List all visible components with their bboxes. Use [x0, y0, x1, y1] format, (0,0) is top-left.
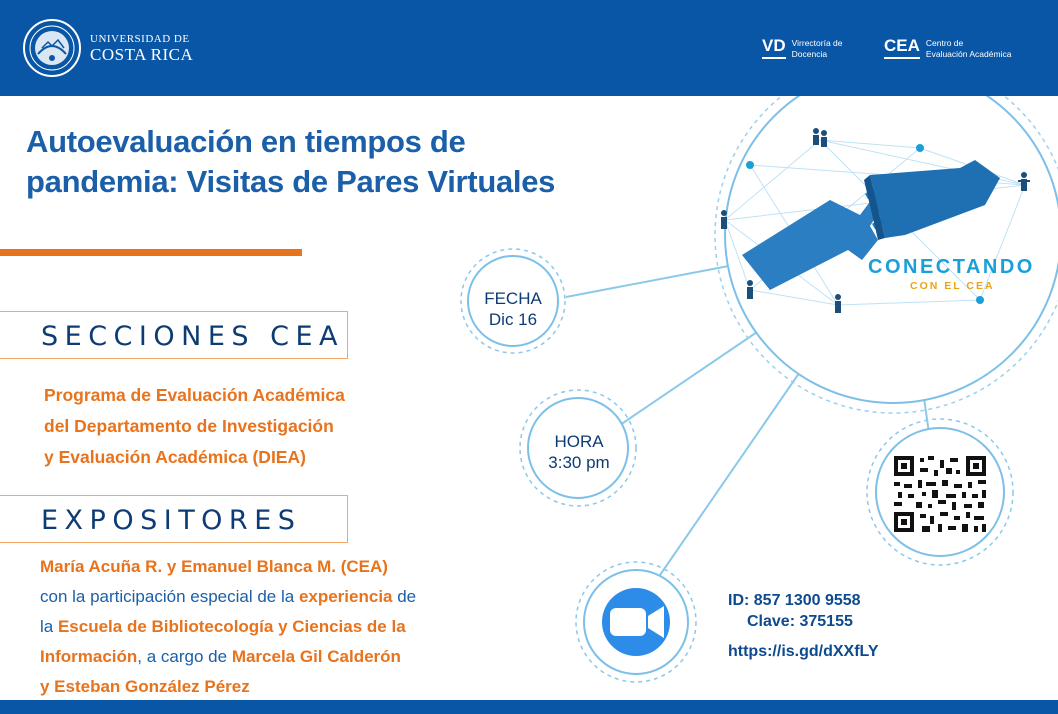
- person-icon: [721, 210, 727, 229]
- university-name-line1: UNIVERSIDAD DE: [90, 33, 190, 45]
- footer-bar: [0, 700, 1058, 714]
- text-participacion: con la participación especial de la: [40, 587, 299, 606]
- expositores-heading: EXPOSITORES: [41, 505, 302, 536]
- title-line1: Autoevaluación en tiempos de: [26, 124, 466, 159]
- vd-abbr: VD: [762, 36, 786, 59]
- secciones-heading: SECCIONES CEA: [41, 321, 344, 352]
- hora-block: [534, 431, 624, 473]
- program-line3: y Evaluación Académica (DIEA): [44, 447, 306, 467]
- text-a-cargo: , a cargo de: [137, 647, 232, 666]
- conectando-title: CONECTANDO: [868, 256, 1035, 278]
- university-name: [90, 34, 193, 63]
- cea-logo: [884, 36, 1011, 59]
- text-escuela: Escuela de Bibliotecología y Ciencias de la: [57, 617, 406, 636]
- text-informacion: Información: [40, 647, 138, 666]
- program-line2: del Departamento de Investigación: [44, 416, 334, 436]
- cea-line2: Evaluación Académica: [925, 48, 1012, 59]
- text-la: la: [40, 617, 58, 636]
- title-line2: pandemia: Visitas de Pares Virtuales: [26, 164, 556, 199]
- university-name-line2: COSTA RICA: [90, 45, 194, 64]
- text-experiencia: experiencia: [298, 587, 393, 606]
- header-bar: [0, 0, 1058, 96]
- vd-line2: Docencia: [791, 48, 828, 59]
- hora-label: HORA: [554, 432, 604, 451]
- expositores-heading-box: [0, 495, 348, 543]
- meeting-id: ID: 857 1300 9558: [728, 592, 861, 609]
- main-network-circle: [715, 96, 1058, 413]
- person-icon: [747, 280, 753, 299]
- speakers-names: María Acuña R. y Emanuel Blanca M. (CEA): [40, 557, 388, 576]
- qr-code[interactable]: [894, 456, 986, 532]
- meeting-password: Clave: 375155: [747, 613, 853, 630]
- cea-abbr: CEA: [884, 36, 920, 59]
- speaker-marcela: Marcela Gil Calderón: [231, 647, 401, 666]
- ucr-seal-logo: [22, 18, 82, 78]
- cea-line1: Centro de: [925, 38, 964, 48]
- meeting-info: [728, 590, 861, 632]
- text-de: de: [392, 587, 417, 606]
- fecha-block: [468, 288, 558, 330]
- zoom-video-icon[interactable]: [602, 588, 670, 656]
- person-icon: [835, 294, 841, 313]
- fecha-label: FECHA: [484, 289, 542, 308]
- hora-value: 3:30 pm: [548, 453, 610, 472]
- vd-line1: Virrectoría de: [791, 38, 843, 48]
- fecha-value: Dic 16: [488, 310, 538, 329]
- title-divider: [0, 249, 302, 256]
- program-line1: Programa de Evaluación Académica: [44, 385, 345, 405]
- con-el-cea-subtitle: CON EL CEA: [910, 280, 995, 292]
- vd-full-name: [792, 38, 843, 59]
- vd-logo: [762, 36, 843, 59]
- meeting-link[interactable]: https://is.gd/dXXfLY: [728, 643, 879, 660]
- speaker-esteban: y Esteban González Pérez: [40, 677, 250, 696]
- secciones-heading-box: [0, 311, 348, 359]
- program-description: [44, 380, 444, 473]
- cea-full-name: [926, 38, 1012, 59]
